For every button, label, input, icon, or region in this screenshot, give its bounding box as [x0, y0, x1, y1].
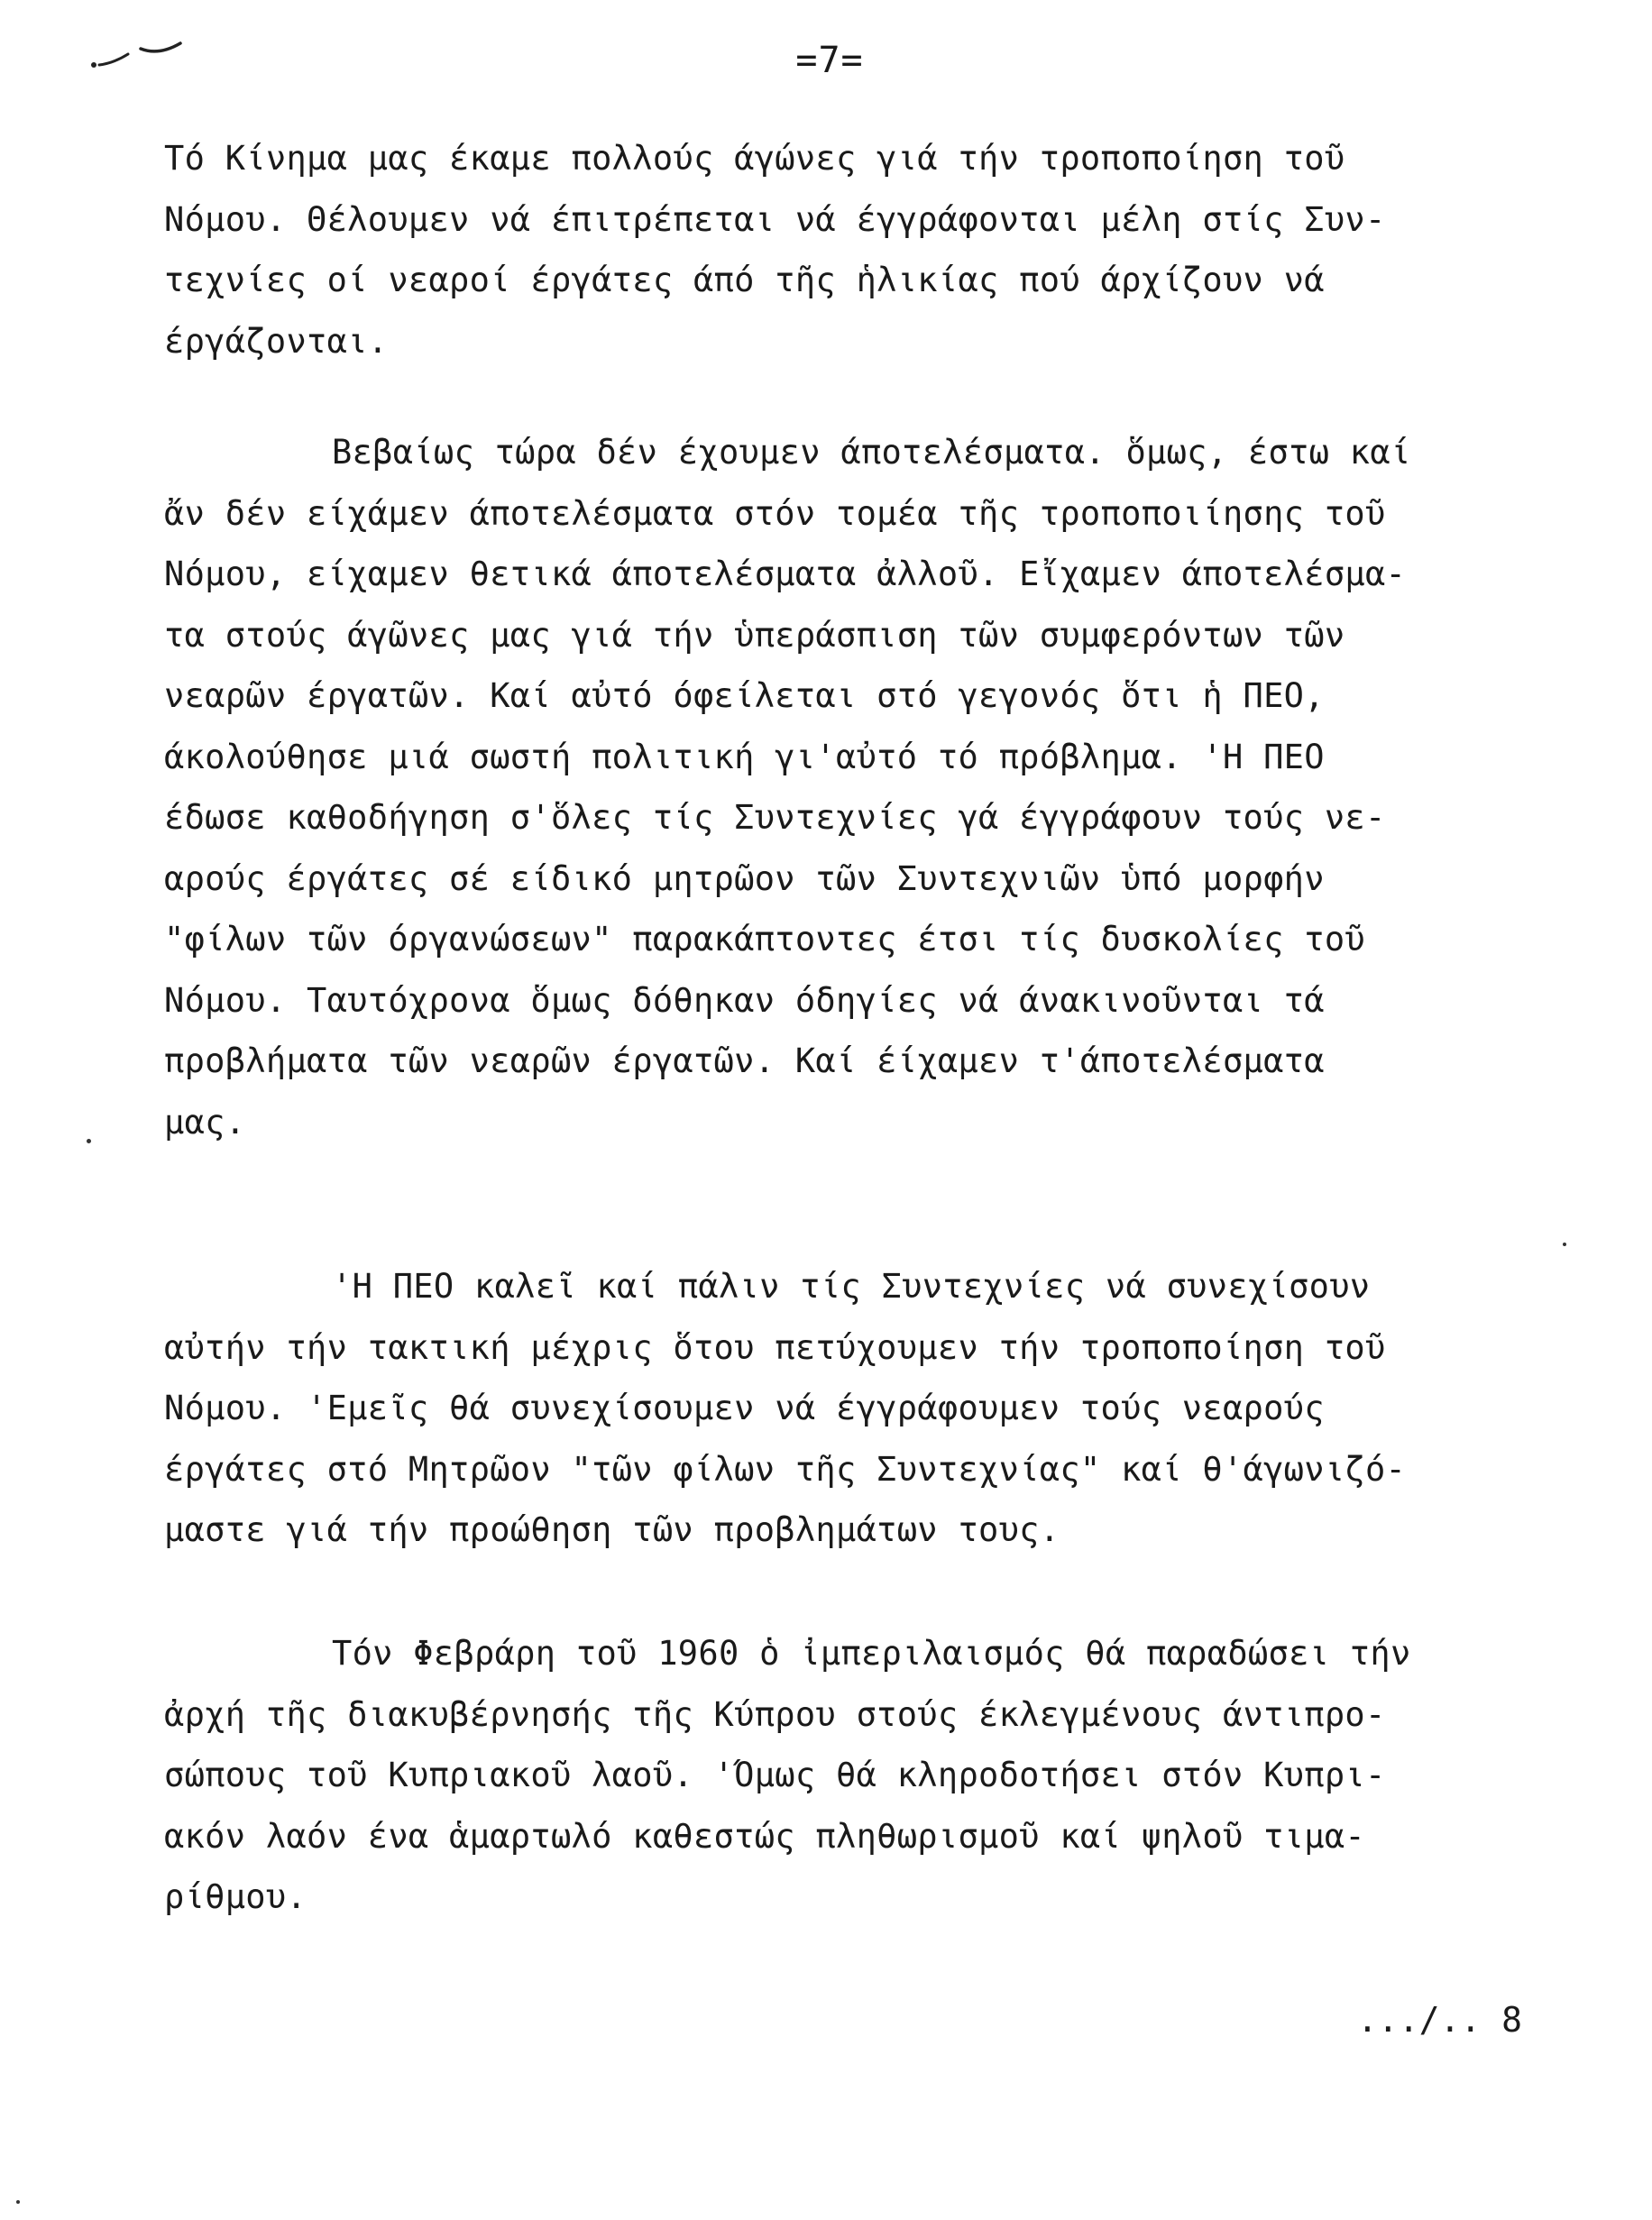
- scan-speck: [87, 1139, 91, 1143]
- continuation-marker: .../.. 8: [1357, 2000, 1523, 2040]
- text-line: "φίλων τῶν όργανώσεων" παρακάπτοντες έτσι τίς δυσκολίες τοῦ: [164, 920, 1365, 959]
- text-line: έδωσε καθοδήγηση σ'ὅλες τίς Συντεχνίες γά έγγράφουν τούς νε-: [164, 798, 1386, 837]
- text-line: Βεβαίως τώρα δέν έχουμεν άποτελέσματα. ὅμως, έστω καί: [332, 433, 1411, 472]
- text-line: Νόμου. 'Εμεῖς θά συνεχίσουμεν νά έγγράφουμεν τούς νεαρούς: [164, 1389, 1325, 1427]
- text-line: Τόν Φεβράρη τοῦ 1960 ὁ ἰμπεριλαισμός θά παραδώσει τήν: [332, 1634, 1411, 1673]
- text-line: μαστε γιά τήν προώθηση τῶν προβλημάτων τους.: [164, 1510, 1060, 1549]
- text-line: τα στούς άγῶνες μας γιά τήν ὑπεράσπιση τῶν συμφερόντων τῶν: [164, 615, 1345, 655]
- paragraph-3: [164, 1256, 1643, 1561]
- scan-speck: [1563, 1243, 1566, 1246]
- paragraph-2: [164, 422, 1643, 1152]
- text-line: προβλήματα τῶν νεαρῶν έργατῶν. Καί έίχαμεν τ'άποτελέσματα: [164, 1041, 1325, 1080]
- text-line: ρίθμου.: [164, 1877, 307, 1916]
- text-line: σώπους τοῦ Κυπριακοῦ λαοῦ. 'Όμως θά κληροδοτήσει στόν Κυπρι-: [164, 1756, 1386, 1794]
- scan-speck: [16, 2200, 20, 2204]
- text-line: ἀρχή τῆς διακυβέρνησής τῆς Κύπρου στούς έκλεγμένους άντιπρο-: [164, 1694, 1386, 1734]
- text-line: αὐτήν τήν τακτική μέχρις ὅτου πετύχουμεν τήν τροποποίηση τοῦ: [164, 1327, 1386, 1367]
- text-line: Νόμου, είχαμεν θετικά άποτελέσματα ἀλλοῦ. Εἴχαμεν άποτελέσμα-: [164, 555, 1407, 593]
- text-line: τεχνίες οί νεαροί έργάτες άπό τῆς ἡλικίας πού άρχίζουν νά: [164, 261, 1325, 299]
- text-line: 'Η ΠΕΟ καλεῖ καί πάλιν τίς Συντεχνίες νά συνεχίσουν: [332, 1267, 1371, 1306]
- text-line: Τό Κίνημα μας έκαμε πολλούς άγώνες γιά τήν τροποποίηση τοῦ: [164, 139, 1345, 178]
- text-line: Νόμου. Ταυτόχρονα ὅμως δόθηκαν όδηγίες νά άνακινοῦνται τά: [164, 980, 1325, 1020]
- paragraph-4: [164, 1623, 1643, 1928]
- text-line: αρούς έργάτες σέ είδικό μητρῶον τῶν Συντεχνιῶν ὑπό μορφήν: [164, 858, 1325, 898]
- text-line: άκολούθησε μιά σωστή πολιτική γι'αὐτό τό πρόβλημα. 'Η ΠΕΟ: [164, 737, 1325, 776]
- text-line: Νόμου. Θέλουμεν νά έπιτρέπεται νά έγγράφονται μέλη στίς Συν-: [164, 199, 1386, 239]
- text-line: έργάζονται.: [164, 321, 389, 361]
- text-line: νεαρῶν έργατῶν. Καί αὐτό όφείλεται στό γεγονός ὅτι ἡ ΠΕΟ,: [164, 676, 1325, 715]
- text-line: ἄν δέν είχάμεν άποτελέσματα στόν τομέα τῆς τροποποιίησης τοῦ: [164, 493, 1386, 533]
- handwritten-mark-icon: [87, 36, 231, 81]
- paragraph-1: [164, 128, 1643, 372]
- page-number: =7=: [795, 40, 864, 81]
- text-line: ακόν λαόν ένα ἁμαρτωλό καθεστώς πληθωρισμοῦ καί ψηλοῦ τιμα-: [164, 1816, 1365, 1856]
- text-line: μας.: [164, 1102, 246, 1142]
- text-line: έργάτες στό Μητρῶον "τῶν φίλων τῆς Συντεχνίας" καί θ'άγωνιζό-: [164, 1449, 1407, 1489]
